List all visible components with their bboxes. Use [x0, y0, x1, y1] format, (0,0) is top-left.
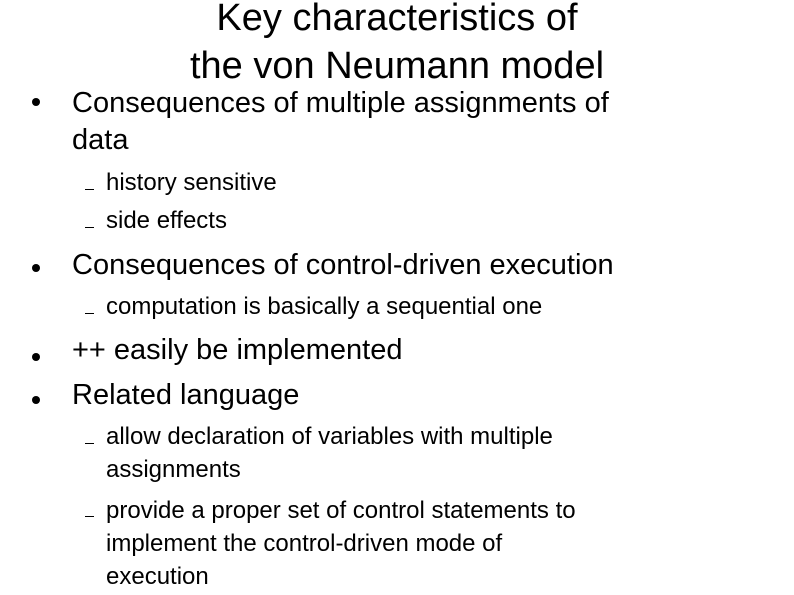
slide-title [0, 0, 794, 90]
sub-item-allow-declaration-line-1: allow declaration of variables with multiple [106, 423, 553, 450]
bullet-item-2: Consequences of control-driven execution [72, 249, 614, 281]
bullet-item-1-line-1: Consequences of multiple assignments of [72, 87, 609, 119]
sub-item-history-sensitive: history sensitive [106, 169, 277, 196]
bullet-dot-icon [32, 396, 40, 404]
bullet-item-4: Related language [72, 379, 300, 411]
sub-item-allow-declaration-line-2: assignments [106, 456, 241, 483]
bullet-dot-icon [32, 264, 40, 272]
dash-bullet-icon [85, 189, 94, 190]
bullet-dot-icon [32, 353, 40, 361]
dash-bullet-icon [85, 516, 94, 517]
bullet-dot-icon [32, 98, 40, 106]
sub-item-control-statements-line-3: execution [106, 563, 209, 590]
sub-item-side-effects: side effects [106, 207, 227, 234]
bullet-item-3: ++ easily be implemented [72, 334, 403, 366]
slide-title-line-1: Key characteristics of [216, 0, 578, 39]
sub-item-sequential: computation is basically a sequential one [106, 293, 543, 320]
dash-bullet-icon [85, 227, 94, 228]
bullet-item-1-line-2: data [72, 124, 129, 156]
dash-bullet-icon [85, 313, 94, 314]
sub-item-control-statements-line-1: provide a proper set of control statements to [106, 497, 576, 524]
dash-bullet-icon [85, 443, 94, 444]
slide-title-line-2: the von Neumann model [189, 45, 605, 87]
sub-item-control-statements-line-2: implement the control-driven mode of [106, 530, 503, 557]
